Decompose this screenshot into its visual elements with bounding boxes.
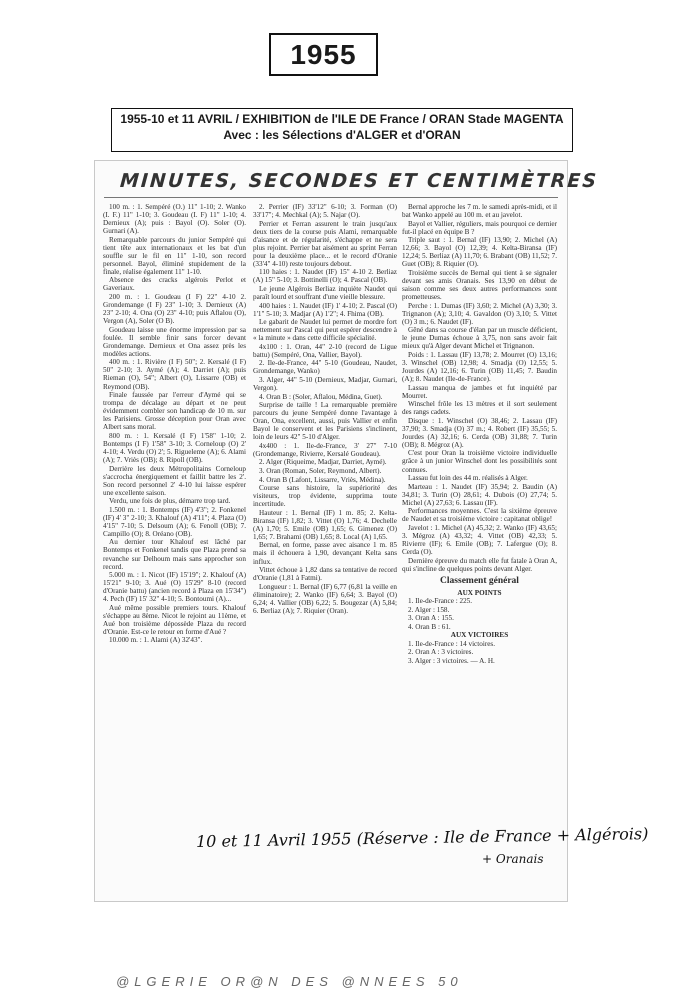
article-paragraph: Lassau fut loin des 44 m. réalisés à Alger.	[408, 474, 528, 483]
classement-title: Classement général	[440, 575, 519, 586]
article-paragraph: 1.500 m. : 1. Bontemps (IF) 4'3"; 2. Fonkenel (IF) 4' 3" 2-10; 3. Khalouf (A) 4'11"; 4. Plaza (O) 4'15" 7-10; 5. Delsoum (A); 6. Fenoll (OB); 7. Campillo (O); 8. Oréano (OB).	[103, 505, 246, 538]
aux-points-label: AUX POINTS	[457, 588, 502, 597]
article-paragraph: Surprise de taille ! La remarquable première parcours du jeune Sempéré donne l'avantage à Oran, Ona, excellent, aussi, puis Vallier et enfin Bayol le conservent et les Parisiens s'inclinent, loin de leurs 42" 5-10 d'Alger.	[253, 401, 397, 442]
article-paragraph: Le gabarit de Naudet lui permet de mordre fort nettement sur Pascal qui peut espérer descendre à « la minute » dans cette difficile spécialité.	[253, 318, 397, 343]
article-paragraph: 2. Alger (Riqueime, Madjar, Darriet, Aymé).	[259, 458, 387, 467]
aux-points-list	[402, 597, 557, 631]
article-paragraph: 10.000 m. : 1. Alami (A) 32'43".	[109, 636, 203, 645]
banner-line-1: 1955-10 et 11 AVRIL / EXHIBITION de l'ILE DE France / ORAN Stade MAGENTA	[120, 112, 564, 126]
article-paragraph: Disque : 1. Winschel (O) 38,46; 2. Lassau (IF) 37,90; 3. Smadja (O) 37 m.; 4. Robert (IF) 35,55; 5. Jourdes (A) 32,16; 6. Cerda (OB) 31,88; 7. Turin (OB); 8. Mégroz (A).	[402, 416, 557, 449]
ranking-line: 2. Oran A : 3 victoires.	[408, 648, 474, 657]
article-paragraph: Troisième succès de Bernal qui tient à se signaler devant ses amis Oranais. Ses 13,90 en début de saison comme ses deux autres performances sont prometteuses.	[402, 268, 557, 302]
article-paragraph: Derrière les deux Métropolitains Corneloup s'accrocha énergiquement et faillit battre les 2'. Son record personnel 2' 4-10 lui laisse espérer une excellente saison.	[103, 464, 246, 497]
article-paragraph: Lassau manqua de jambes et fut inquiété par Mourret.	[402, 383, 557, 400]
article-paragraph: 200 m. : 1. Goudeau (I F) 22" 4-10 2. Grondemange (I F) 23" 1-10; 3. Dernieux (A) 23" 2-10; 4. Ona (O) 23" 4-10; puis Aflalou (O), Vergon (A), Soler (O B).	[103, 293, 246, 326]
article-paragraph: Dernière épreuve du match elle fut fatale à Oran A, qui s'incline de quelques points devant Alger.	[402, 556, 557, 573]
article-paragraph: Marteau : 1. Naudet (IF) 35,94; 2. Baudin (A) 34,81; 3. Turin (O) 28,61; 4. Dubois (O) 27,74; 5. Michel (A) 27,63; 6. Lassau (IF).	[402, 482, 557, 507]
article-paragraph: Le jeune Algérois Berliaz inquiète Naudet qui paraît lourd et souffrant d'une vieille blessure.	[253, 284, 397, 302]
article-paragraph: Finale faussée par l'erreur d'Aymé qui se trompa de décalage au départ et ne peut évidemment combler son handicap de 10 m. sur les Parisiens. Grosse déception pour Oran avec Albert sans moral.	[103, 391, 246, 432]
article-column-2	[253, 203, 397, 803]
article-column-3	[402, 203, 557, 893]
ranking-line: 4. Oran B : 61.	[408, 622, 451, 631]
article-paragraph: Verdu, une fois de plus, démarre trop tard.	[109, 497, 231, 506]
banner-line-2: Avec : les Sélections d'ALGER et d'ORAN	[223, 128, 461, 143]
article-paragraph: Remarquable parcours du junior Sempéré qui tient tête aux internationaux et les bat d'un souffle sur le fil en 11" 1-10, son record personnel. Bayol, éliminé stupidement de la finale, réalise également 11" 1-10.	[103, 235, 246, 276]
column-3-paragraphs	[402, 203, 557, 573]
article-paragraph: 110 haies : 1. Naudet (IF) 15" 4-10 2. Berliaz (A) 15" 5-10; 3. Bottinelli (O); 4. Pascal (OB).	[253, 268, 397, 285]
article-paragraph: 100 m. : 1. Sempéré (O.) 11" 1-10; 2. Wanko (I. F.) 11" 1-10; 3. Goudeau (I. F) 11" 1-10; 4. Dernieux (A); puis : Bayol (O). Soler (O). Gurnari (A).	[103, 203, 246, 236]
article-paragraph: 3. Alger, 44" 5-10 (Dernieux, Madjar, Gurnari, Vergon).	[253, 375, 397, 393]
article-paragraph: Performances moyennes. C'est la sixième épreuve de Naudet et sa troisième victoire : capitanat oblige!	[402, 507, 557, 524]
article-paragraph: Javelot : 1. Michel (A) 45,32; 2. Wanko (IF) 43,65; 3. Mégroz (A) 43,32; 4. Vittet (OB) 42,33; 5. Rivierre (IF); 6. Emile (OB); 7. Lafergue (O); 8. Cerda (O).	[402, 523, 557, 556]
article-paragraph: Bayol et Vallier, réguliers, mais pourquoi ce dernier fut-il placé en équipe B ?	[402, 219, 557, 236]
article-paragraph: Bernal approche les 7 m. le samedi après-midi, et il bat Wanko appelé au 100 m. et au javelot.	[402, 203, 557, 220]
article-paragraph: 2. Ile-de-France, 44" 5-10 (Goudeau, Naudet, Grondemange, Wanko)	[253, 359, 397, 376]
ranking-line: 2. Alger : 158.	[408, 605, 450, 614]
article-paragraph: 400 m. : 1. Rivière (I F) 50"; 2. Kersalé (I F) 50" 2-10; 3. Aymé (A); 4. Darriet (A); puis Rieman (O), 54"; Albert (O), Lissarre (OB) et Reymond (OB).	[103, 358, 246, 391]
article-paragraph: Winschel frôle les 13 mètres et il sort seulement des rangs cadets.	[402, 400, 557, 417]
article-paragraph: 4x400 : 1. Ile-de-France, 3' 27" 7-10 (Grondemange, Rivierre, Kersalé Goudeau).	[253, 441, 397, 458]
article-paragraph: Perche : 1. Dumas (IF) 3,60; 2. Michel (A) 3,30; 3. Trignanon (A); 3,10; 4. Gavaldon (O) 3,10; 5. Vittet (O) 3 m.; 6. Naudet (IF).	[402, 301, 557, 326]
ranking-line: 1. Ile-de-France : 225.	[408, 597, 473, 606]
article-paragraph: Longueur : 1. Bernal (IF) 6,77 (6,81 la veille en éliminatoire); 2. Wanko (IF) 6,64; 3. Bayol (O) 6,24; 4. Vallier (OB) 6,22; 5. Bougezar (A) 5,84; 6. Berliaz (A); 7. Riquier (Oran).	[253, 582, 397, 615]
year-label: 1955	[290, 38, 357, 70]
article-paragraph: Bernal, en forme, passe avec aisance 1 m. 85 mais il échouera à 1,90, devançant Kelta sans influx.	[253, 541, 397, 566]
article-paragraph: Gêné dans sa course d'élan par un muscle déficient, le jeune Dumas échoue à 3,75, non sans avoir fait mieux qu'à Alger devant Michel et Trignanon.	[402, 326, 557, 351]
article-paragraph: Course sans histoire, la supériorité des visiteurs, trop évidente, supprima toute incertitude.	[253, 484, 397, 509]
handwritten-note: 10 et 11 Avril 1955 (Réserve : Ile de France + Algérois)	[195, 824, 649, 852]
article-paragraph: 3. Oran (Roman, Soler, Reymond, Albert).	[259, 467, 382, 475]
ranking-line: 3. Oran A : 155.	[408, 614, 454, 623]
article-paragraph: Perrier et Ferran assurent le train jusqu'aux deux tiers de la course puis Alami, remarquable d'aisance et de régularité, s'échappe et ne sera plus rejoint. Perrier bat aisément au sprint Ferran pour la deuxième place... et le record d'Oranie (33'4" 4-10) reste toujours debout.	[253, 219, 397, 268]
article-paragraph: 4. Oran B (Lafont, Lissarre, Vriès, Médina).	[259, 475, 386, 484]
article-paragraph: 2. Perrier (IF) 33'12" 6-10; 3. Forman (O) 33'17"; 4. Mechkal (A); 5. Najar (O).	[253, 203, 397, 220]
footer-watermark: @LGERIE OR@N DES @NNEES 50	[116, 974, 463, 989]
ranking-line: 1. Ile-de-France : 14 victoires.	[408, 639, 496, 648]
article-paragraph: Triple saut : 1. Bernal (IF) 13,90; 2. Michel (A) 12,66; 3. Bayol (O) 12,39; 4. Kelta-Biransa (IF) 12,24; 5. Berliaz (A) 11,70; 6. Brabant (OB) 11,52; 7. Guet (OB); 8. Riquier (O).	[402, 236, 557, 269]
article-paragraph: 4x100 : 1. Oran, 44" 2-10 (record de Ligue battu) (Sempéré, Ona, Vallier, Bayol).	[253, 342, 397, 359]
article-paragraph: Poids : 1. Lassau (IF) 13,78; 2. Mourret (O) 13,16; 3. Winschel (OB) 12,98; 4. Smadja (O) 12,55; 5. Jourdes (A) 12,16; 6. Turin (OB) 11,45; 7. Baudin (A); 8. Naudet (Ile-de-France).	[402, 350, 557, 383]
handwritten-note-2: + Oranais	[482, 852, 544, 866]
ranking-line: 3. Alger : 3 victoires. — A. H.	[408, 656, 495, 665]
aux-victoires-list	[402, 640, 557, 665]
article-paragraph: Vittet échoue à 1,82 dans sa tentative de record d'Oranie (1,81 à Fatmi).	[253, 566, 397, 583]
article-paragraph: 400 haies : 1. Naudet (IF) 1' 4-10; 2. Pascal (O) 1'1" 5-10; 3. Madjar (A) 1'2"; 4. Fhima (OB).	[253, 301, 397, 318]
article-paragraph: 800 m. : 1. Kersalé (I F) 1'58" 1-10; 2. Bontemps (I F) 1'58" 3-10; 3. Corneloup (O) 2' 4-10; 4. Verdu (O) 2'; 5. Rigueleme (A); 6. Alami (A); 7. Vriès (OB); 8. Ripoll (OB).	[103, 431, 246, 464]
article-paragraph: C'est pour Oran la troisième victoire individuelle grâce à un junior Winschel dont les possibilités sont connues.	[402, 449, 557, 474]
article-paragraph: Goudeau laisse une énorme impression par sa foulée. Il semble finir sans forcer devant Grondemange. Dernieux et Ona assez près les modèles actions.	[103, 325, 246, 358]
article-paragraph: Absence des cracks algérois Perlot et Gaveriaux.	[103, 276, 246, 293]
article-paragraph: Hauteur : 1. Bernal (IF) 1 m. 85; 2. Kelta-Biransa (IF) 1,82; 3. Vittet (O) 1,76; 4. Dechelle (A) 1,70; 5. Emile (OB) 1,65; 6. Gimenez (O) 1,65; 7. Brahami (OB) 1,65; 8. Local (A) 1,65.	[253, 508, 397, 541]
article-paragraph: Aué même possible premiers tours. Khalouf s'échappe au 8ème. Nicot le rejoint au 11ème, et Aué bon troisième dépossède Plaza du record d'Oranie. Est-ce le retour en forme d'Aué ?	[103, 603, 246, 636]
aux-victoires-label: AUX VICTOIRES	[450, 631, 509, 640]
article-column-1	[103, 203, 246, 893]
article-headline: MINUTES, SECONDES ET CENTIMÈTRES	[119, 170, 599, 192]
article-paragraph: 4. Oran B : (Soler, Aflalou, Médina, Guet).	[259, 392, 383, 401]
event-banner	[111, 108, 573, 152]
article-paragraph: Au dernier tour Khalouf est lâché par Bontemps et Fonkenel tandis que Plaza prend sa revanche sur Delhoum mais sans approcher son record.	[103, 538, 246, 571]
year-box	[269, 33, 378, 76]
headline-rule	[104, 197, 558, 198]
article-paragraph: 5.000 m. : 1. Nicot (IF) 15'19"; 2. Khalouf (A) 15'21" 9-10; 3. Aué (O) 15'29" 8-10 (record d'Oranie battu) (ancien record à Plaza en 15'34") 4. Pech (IF) 15' 32" 4-10; 5. Bontoumi (A)...	[103, 571, 246, 604]
